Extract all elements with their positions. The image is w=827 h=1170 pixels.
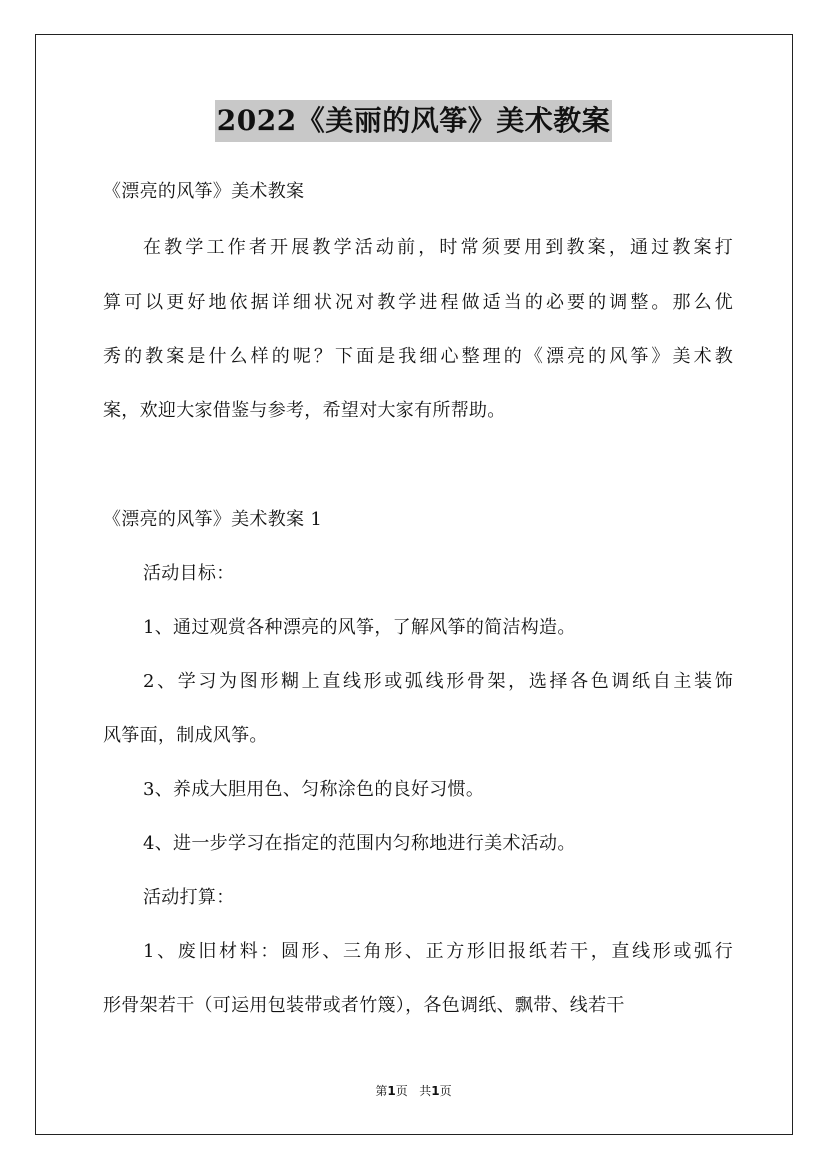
goal-4: 4、进一步学习在指定的范围内匀称地进行美术活动。 bbox=[143, 833, 576, 854]
goal-2-line-2: 风筝面，制成风筝。 bbox=[103, 725, 268, 746]
goal-3: 3、养成大胆用色、匀称涂色的良好习惯。 bbox=[143, 779, 485, 800]
intro-line-4: 案，欢迎大家借鉴与参考，希望对大家有所帮助。 bbox=[103, 400, 506, 421]
goal-2-line-1: 2、学习为图形糊上直线形或弧线形骨架，选择各色调纸自主装饰 bbox=[143, 671, 733, 692]
goals-label: 活动目标： bbox=[143, 563, 235, 584]
footer-page-suffix: 页 bbox=[395, 1084, 408, 1098]
intro-line-3: 秀的教案是什么样的呢？下面是我细心整理的《漂亮的风筝》美术教 bbox=[103, 346, 733, 367]
footer-total-number: 1 bbox=[431, 1084, 440, 1098]
prep-label: 活动打算： bbox=[143, 887, 235, 908]
prep-1-line-1: 1、废旧材料：圆形、三角形、正方形旧报纸若干，直线形或弧行 bbox=[143, 941, 733, 962]
subtitle: 《漂亮的风筝》美术教案 bbox=[103, 181, 305, 202]
section-heading: 《漂亮的风筝》美术教案 1 bbox=[103, 509, 323, 530]
footer-total-prefix: 共 bbox=[419, 1084, 432, 1098]
footer-page-prefix: 第 bbox=[375, 1084, 388, 1098]
goal-1: 1、通过观赏各种漂亮的风筝，了解风筝的简洁构造。 bbox=[143, 617, 576, 638]
intro-line-1: 在教学工作者开展教学活动前，时常须要用到教案，通过教案打 bbox=[143, 237, 733, 258]
document-title bbox=[0, 100, 827, 142]
intro-line-2: 算可以更好地依据详细状况对教学进程做适当的必要的调整。那么优 bbox=[103, 292, 733, 313]
footer-page-number: 1 bbox=[387, 1084, 396, 1098]
prep-1-line-2: 形骨架若干（可运用包装带或者竹篾），各色调纸、飘带、线若干 bbox=[103, 995, 625, 1016]
document-title-text: 2022《美丽的风筝》美术教案 bbox=[215, 100, 612, 142]
footer-total-suffix: 页 bbox=[439, 1084, 452, 1098]
page-footer bbox=[0, 1083, 827, 1099]
